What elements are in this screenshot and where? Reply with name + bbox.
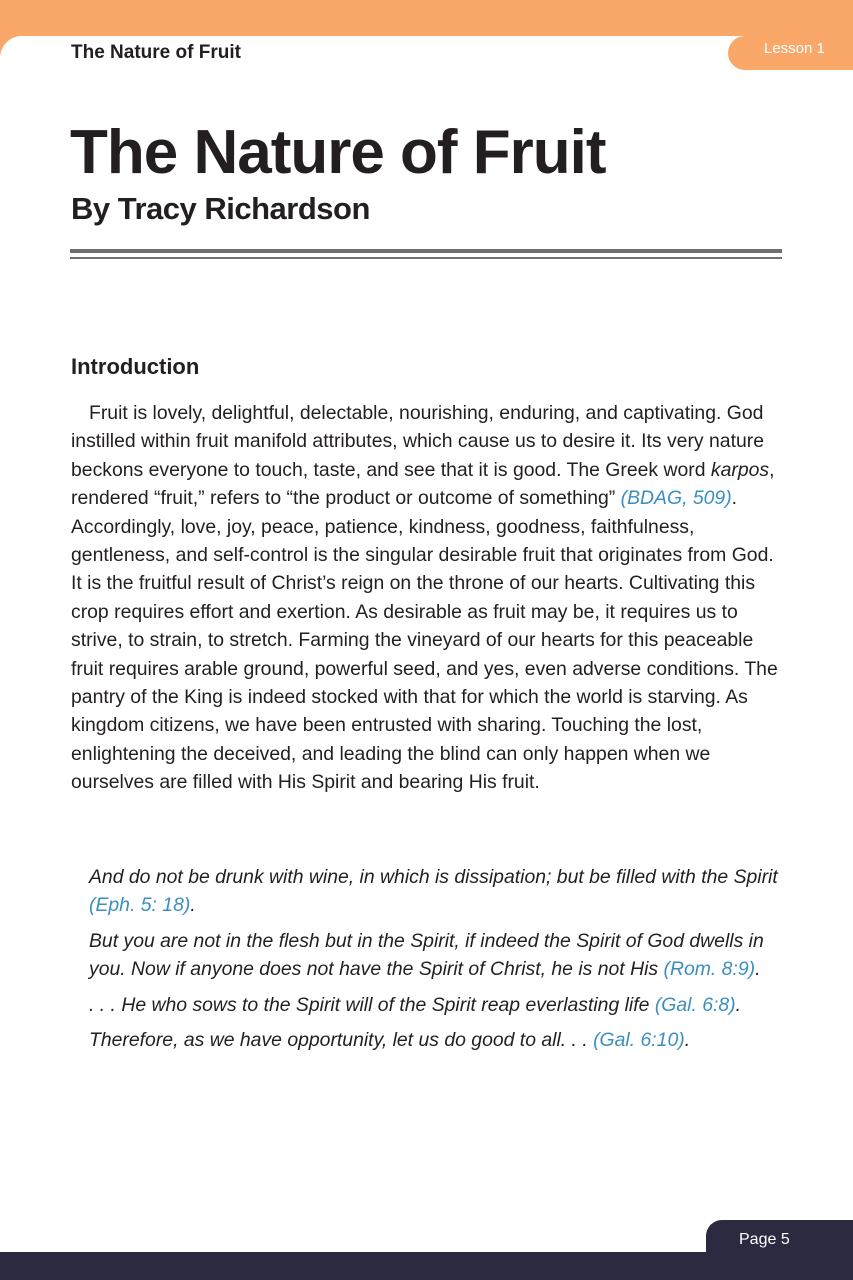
scripture-quote bbox=[89, 927, 789, 984]
title-rule-thick bbox=[70, 249, 782, 253]
quote-text: Therefore, as we have opportunity, let us do good to all. . . bbox=[89, 1029, 594, 1052]
section-heading: Introduction bbox=[71, 354, 200, 379]
quote-citation: (Gal. 6:10) bbox=[593, 1029, 685, 1052]
quote-end: . bbox=[190, 894, 196, 917]
scripture-quotes bbox=[89, 863, 789, 1061]
quote-citation: (Rom. 8:9) bbox=[663, 958, 756, 981]
author-byline: By Tracy Richardson bbox=[71, 191, 370, 226]
title-rule-thin bbox=[70, 257, 782, 259]
citation-bdag: (BDAG, 509) bbox=[620, 487, 732, 510]
intro-text-1: Fruit is lovely, delightful, delectable, nourishing, enduring, and captivating. God instilled within fruit manifold attributes, which cause us to desire it. Its very nature beckons everyone to touch, taste, and see that it is good. The Greek word bbox=[71, 402, 764, 481]
greek-word: karpos bbox=[710, 458, 770, 481]
lesson-tab: Lesson 1 bbox=[728, 36, 853, 70]
intro-paragraph bbox=[71, 399, 787, 797]
quote-end: . bbox=[755, 958, 761, 981]
scripture-quote bbox=[89, 1026, 789, 1054]
page-number: Page 5 bbox=[706, 1220, 816, 1256]
footer-band bbox=[0, 1252, 853, 1280]
running-title: The Nature of Fruit bbox=[71, 42, 241, 63]
quote-citation: (Gal. 6:8) bbox=[654, 993, 736, 1016]
intro-text-3: . Accordingly, love, joy, peace, patience, kindness, goodness, faithfulness, gentleness, and self-control is the singular desirable fruit that originates from God. It is the fruitful result of Christ’s reign on the throne of our hearts. Cultivating this crop requires effort and exertion. As desirable as fruit may be, it requires us to strive, to strain, to stretch. Farming the vineyard of our hearts for this peaceable fruit requires arable ground, powerful seed, and yes, even adverse conditions. The pantry of the King is indeed stocked with that for which the world is starving. As kingdom citizens, we have been entrusted with sharing. Touching the lost, enlightening the deceived, and leading the blind can only happen when we ourselves are filled with His Spirit and bearing His fruit. bbox=[71, 487, 778, 794]
scripture-quote bbox=[89, 991, 789, 1019]
quote-citation: (Eph. 5: 18) bbox=[89, 894, 191, 917]
quote-text: And do not be drunk with wine, in which is dissipation; but be filled with the Spirit bbox=[89, 866, 778, 888]
quote-end: . bbox=[684, 1029, 691, 1052]
page-title: The Nature of Fruit bbox=[70, 118, 606, 187]
quote-text: But you are not in the flesh but in the Spirit, if indeed the Spirit of God dwells in you. Now if anyone does not have the Spirit of Christ, he is not His bbox=[89, 929, 764, 981]
scripture-quote bbox=[89, 863, 789, 920]
intro-text-2: , rendered “fruit,” refers to “the product or outcome of something” bbox=[71, 458, 775, 510]
quote-text: . . . He who sows to the Spirit will of the Spirit reap everlasting life bbox=[89, 993, 655, 1016]
quote-end: . bbox=[735, 993, 742, 1016]
